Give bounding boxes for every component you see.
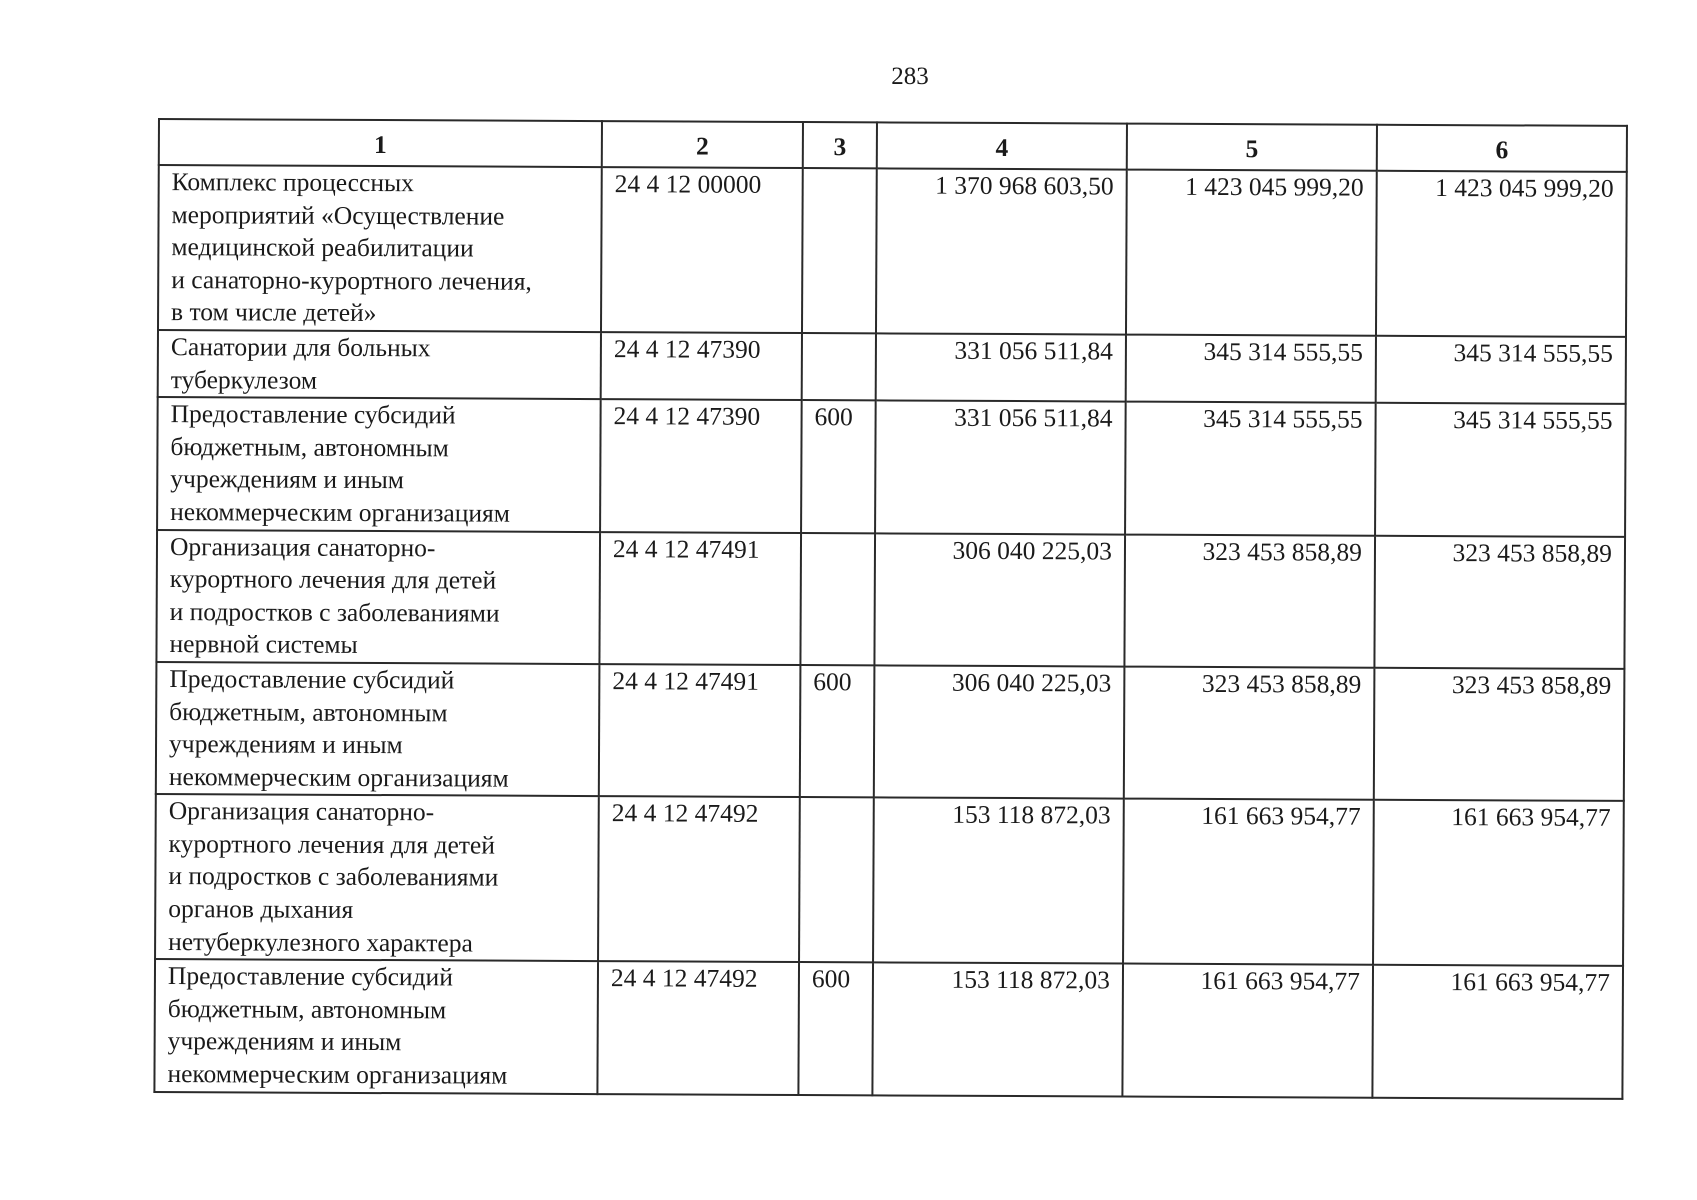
row-name-cell bbox=[155, 794, 599, 961]
header-col-3: 3 bbox=[803, 122, 877, 168]
row-value-6-cell: 1 423 045 999,20 bbox=[1376, 171, 1627, 337]
table-row bbox=[156, 530, 1625, 669]
row-name-line: органов дыхания bbox=[168, 894, 354, 924]
table-row bbox=[157, 397, 1626, 536]
table-row bbox=[158, 165, 1627, 337]
row-name-line: туберкулезом bbox=[170, 364, 318, 395]
row-type-cell: 600 bbox=[798, 962, 873, 1095]
row-value-5-cell: 161 663 954,77 bbox=[1122, 964, 1373, 1098]
row-value-4-cell: 153 118 872,03 bbox=[872, 963, 1123, 1097]
row-name-line: бюджетным, автономным bbox=[170, 431, 449, 463]
row-name-line: некоммерческим организациям bbox=[170, 496, 511, 528]
row-name-line: Санатории для больных bbox=[170, 332, 431, 363]
row-value-4-cell: 306 040 225,03 bbox=[874, 665, 1125, 799]
row-name-line: бюджетным, автономным bbox=[169, 696, 448, 727]
row-code-cell: 24 4 12 47390 bbox=[600, 399, 802, 532]
row-type-cell bbox=[799, 797, 874, 962]
row-value-5-cell: 161 663 954,77 bbox=[1123, 799, 1374, 965]
row-value-4-cell: 153 118 872,03 bbox=[873, 798, 1124, 964]
row-name-line: и санаторно-курортного лечения, bbox=[171, 264, 532, 296]
table-header-row bbox=[159, 119, 1627, 172]
row-name-line: в том числе детей» bbox=[171, 297, 377, 328]
table-row bbox=[154, 959, 1623, 1098]
row-name-cell bbox=[157, 397, 601, 531]
row-name-cell bbox=[158, 165, 602, 332]
row-name-line: медицинской реабилитации bbox=[171, 232, 474, 263]
row-type-cell bbox=[802, 333, 876, 401]
row-type-cell bbox=[802, 168, 877, 333]
row-value-4-cell: 1 370 968 603,50 bbox=[876, 168, 1127, 334]
row-name-cell bbox=[156, 530, 600, 664]
row-name-cell bbox=[154, 959, 598, 1093]
row-name-line: учреждениям и иным bbox=[168, 729, 403, 760]
row-name-line: нервной системы bbox=[169, 629, 358, 660]
row-value-6-cell: 161 663 954,77 bbox=[1373, 800, 1624, 966]
row-code-cell: 24 4 12 00000 bbox=[601, 167, 803, 333]
row-value-6-cell: 161 663 954,77 bbox=[1372, 965, 1623, 1099]
header-col-6: 6 bbox=[1377, 125, 1627, 172]
row-name-cell bbox=[156, 662, 600, 796]
row-name-line: бюджетным, автономным bbox=[167, 993, 447, 1025]
row-code-cell: 24 4 12 47492 bbox=[597, 961, 799, 1094]
row-name-line: курортного лечения для детей bbox=[168, 828, 495, 860]
row-name-line: Организация санаторно- bbox=[169, 531, 436, 562]
row-value-5-cell: 345 314 555,55 bbox=[1125, 402, 1376, 536]
row-value-5-cell: 1 423 045 999,20 bbox=[1126, 170, 1377, 336]
row-name-line: учреждениям и иным bbox=[167, 1026, 402, 1057]
row-code-cell: 24 4 12 47491 bbox=[599, 664, 801, 797]
header-col-2: 2 bbox=[602, 121, 803, 168]
header-col-1: 1 bbox=[159, 119, 602, 167]
row-value-6-cell: 345 314 555,55 bbox=[1376, 336, 1626, 404]
row-type-cell: 600 bbox=[801, 400, 876, 533]
row-name-line: и подростков с заболеваниями bbox=[169, 596, 500, 628]
row-value-5-cell: 345 314 555,55 bbox=[1126, 335, 1376, 403]
row-value-6-cell: 323 453 858,89 bbox=[1374, 668, 1625, 802]
row-value-5-cell: 323 453 858,89 bbox=[1124, 534, 1375, 668]
header-col-4: 4 bbox=[877, 122, 1127, 169]
table-row bbox=[156, 662, 1625, 801]
row-value-4-cell: 331 056 511,84 bbox=[876, 333, 1126, 401]
table-row bbox=[155, 794, 1624, 966]
row-name-line: курортного лечения для детей bbox=[169, 564, 497, 595]
row-name-line: Предоставление субсидий bbox=[169, 663, 455, 695]
row-name-line: Предоставление субсидий bbox=[170, 399, 456, 430]
page-number: 283 bbox=[891, 63, 929, 90]
row-name-line: некоммерческим организациям bbox=[167, 1059, 508, 1090]
table-row bbox=[158, 330, 1626, 404]
row-value-4-cell: 306 040 225,03 bbox=[874, 533, 1125, 667]
row-value-6-cell: 323 453 858,89 bbox=[1374, 535, 1625, 669]
row-name-cell bbox=[158, 330, 601, 399]
row-name-line: учреждениям и иным bbox=[170, 464, 405, 495]
row-code-cell: 24 4 12 47491 bbox=[599, 532, 801, 665]
row-name-line: нетуберкулезного характера bbox=[168, 926, 473, 958]
row-name-line: Предоставление субсидий bbox=[167, 961, 453, 992]
row-code-cell: 24 4 12 47390 bbox=[601, 332, 802, 400]
row-value-5-cell: 323 453 858,89 bbox=[1124, 666, 1375, 800]
row-type-cell bbox=[800, 533, 875, 666]
row-name-line: некоммерческим организациям bbox=[168, 761, 509, 793]
row-name-line: Организация санаторно- bbox=[168, 796, 435, 827]
header-col-5: 5 bbox=[1127, 124, 1377, 171]
row-name-line: и подростков с заболеваниями bbox=[168, 861, 499, 893]
budget-table bbox=[153, 118, 1628, 1100]
row-value-6-cell: 345 314 555,55 bbox=[1375, 403, 1626, 537]
row-name-line: мероприятий «Осуществление bbox=[171, 199, 505, 231]
row-name-line: Комплекс процессных bbox=[171, 167, 414, 198]
row-value-4-cell: 331 056 511,84 bbox=[875, 401, 1126, 535]
row-code-cell: 24 4 12 47492 bbox=[598, 796, 800, 962]
row-type-cell: 600 bbox=[800, 665, 875, 798]
